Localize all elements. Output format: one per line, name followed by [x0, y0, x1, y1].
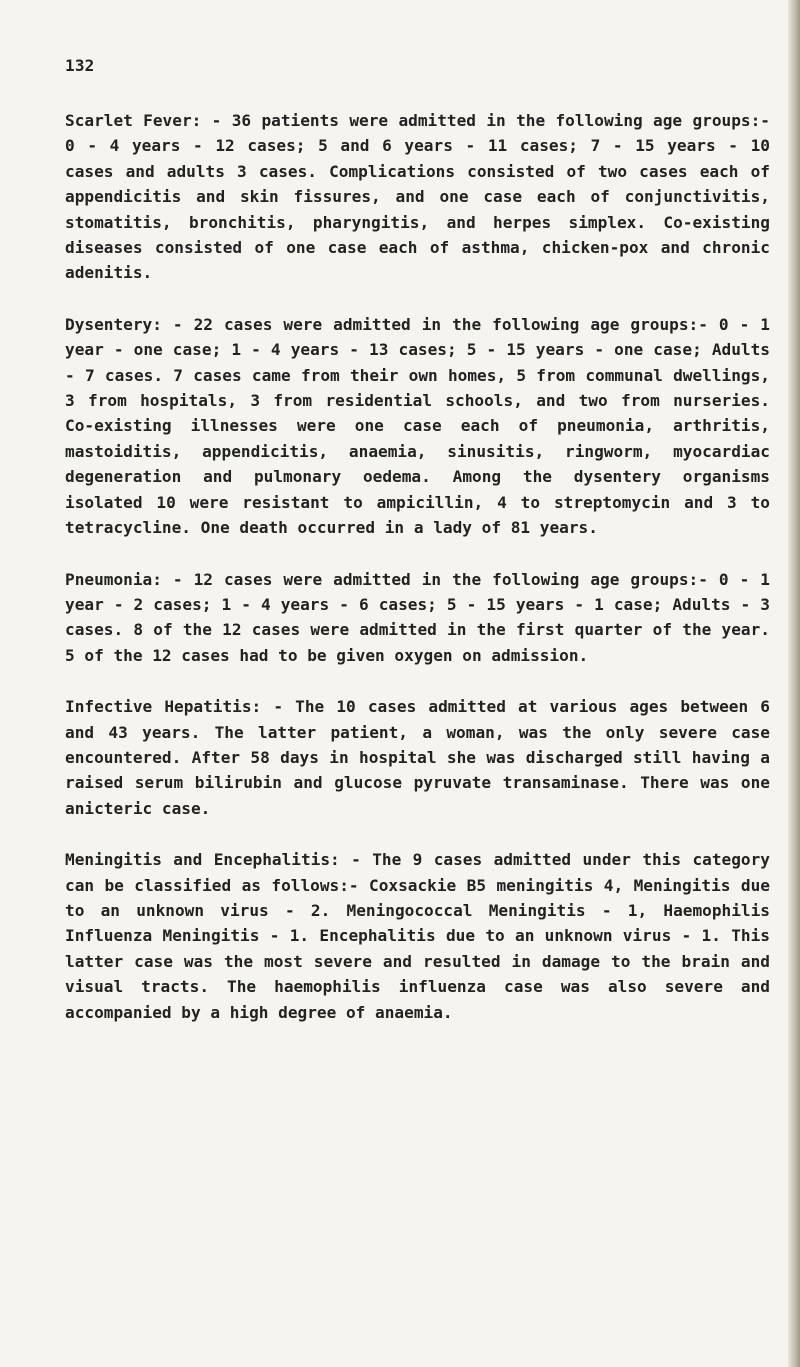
paragraph-text: - 12 cases were admitted in the following age groups:- 0 - 1 year - 2 cases; 1 - 4 years - 6 cases; 5 - 15 years - 1 case; Adults - 3 cases. 8 of the 12 cases were admitted in the first quarter of the year. 5 of the 12 cases had to be given oxygen on admission.	[65, 569, 770, 665]
paragraph-meningitis-encephalitis	[65, 847, 770, 1025]
paragraph-pneumonia	[65, 567, 770, 669]
paragraph-heading: Meningitis and Encephalitis:	[65, 850, 340, 870]
paragraph-infective-hepatitis	[65, 694, 770, 821]
paragraph-text: - The 10 cases admitted at various ages between 6 and 43 years. The latter patient, a woman, was the only severe case encountered. After 58 days in hospital she was discharged still having a raised serum bilirubin and glucose pyruvate transaminase. There was one anicteric case.	[65, 697, 770, 818]
paragraph-heading: Infective Hepatitis:	[65, 697, 262, 717]
paragraph-scarlet-fever	[65, 108, 770, 286]
document-body	[65, 108, 770, 1051]
paragraph-heading: Scarlet Fever:	[65, 111, 202, 130]
page-edge-shadow	[788, 0, 800, 1367]
paragraph-heading: Dysentery:	[65, 314, 162, 334]
page-number: 132	[65, 56, 95, 75]
paragraph-text: - 36 patients were admitted in the following age groups:- 0 - 4 years - 12 cases; 5 and 6 years - 11 cases; 7 - 15 years - 10 cases and adults 3 cases. Complications consisted of two cases each of appendicitis and skin fissures, and one case each of conjunctivitis, stomatitis, bronchitis, pharyngitis, and herpes simplex. Co-existing diseases consisted of one case each of asthma, chicken-pox and chronic adenitis.	[65, 111, 770, 283]
paragraph-heading: Pneumonia:	[65, 569, 162, 589]
paragraph-text: - The 9 cases admitted under this category can be classified as follows:- Coxsackie B5 meningitis 4, Meningitis due to an unknown virus - 2. Meningococcal Meningitis - 1, Haemophilis Influenza Meningitis - 1. Encephalitis due to an unknown virus - 1. This latter case was the most severe and resulted in damage to the brain and visual tracts. The haemophilis influenza case was also severe and accompanied by a high degree of anaemia.	[65, 850, 770, 1022]
paragraph-text: - 22 cases were admitted in the following age groups:- 0 - 1 year - one case; 1 - 4 years - 13 cases; 5 - 15 years - one case; Adults - 7 cases. 7 cases came from their own homes, 5 from communal dwellings, 3 from hospitals, 3 from residential schools, and two from nurseries. Co-existing illnesses were one case each of pneumonia, arthritis, mastoiditis, appendicitis, anaemia, sinusitis, ringworm, myocardiac degeneration and pulmonary oedema. Among the dysentery organisms isolated 10 were resistant to ampicillin, 4 to streptomycin and 3 to tetracycline. One death occurred in a lady of 81 years.	[65, 314, 770, 538]
paragraph-dysentery	[65, 312, 770, 541]
